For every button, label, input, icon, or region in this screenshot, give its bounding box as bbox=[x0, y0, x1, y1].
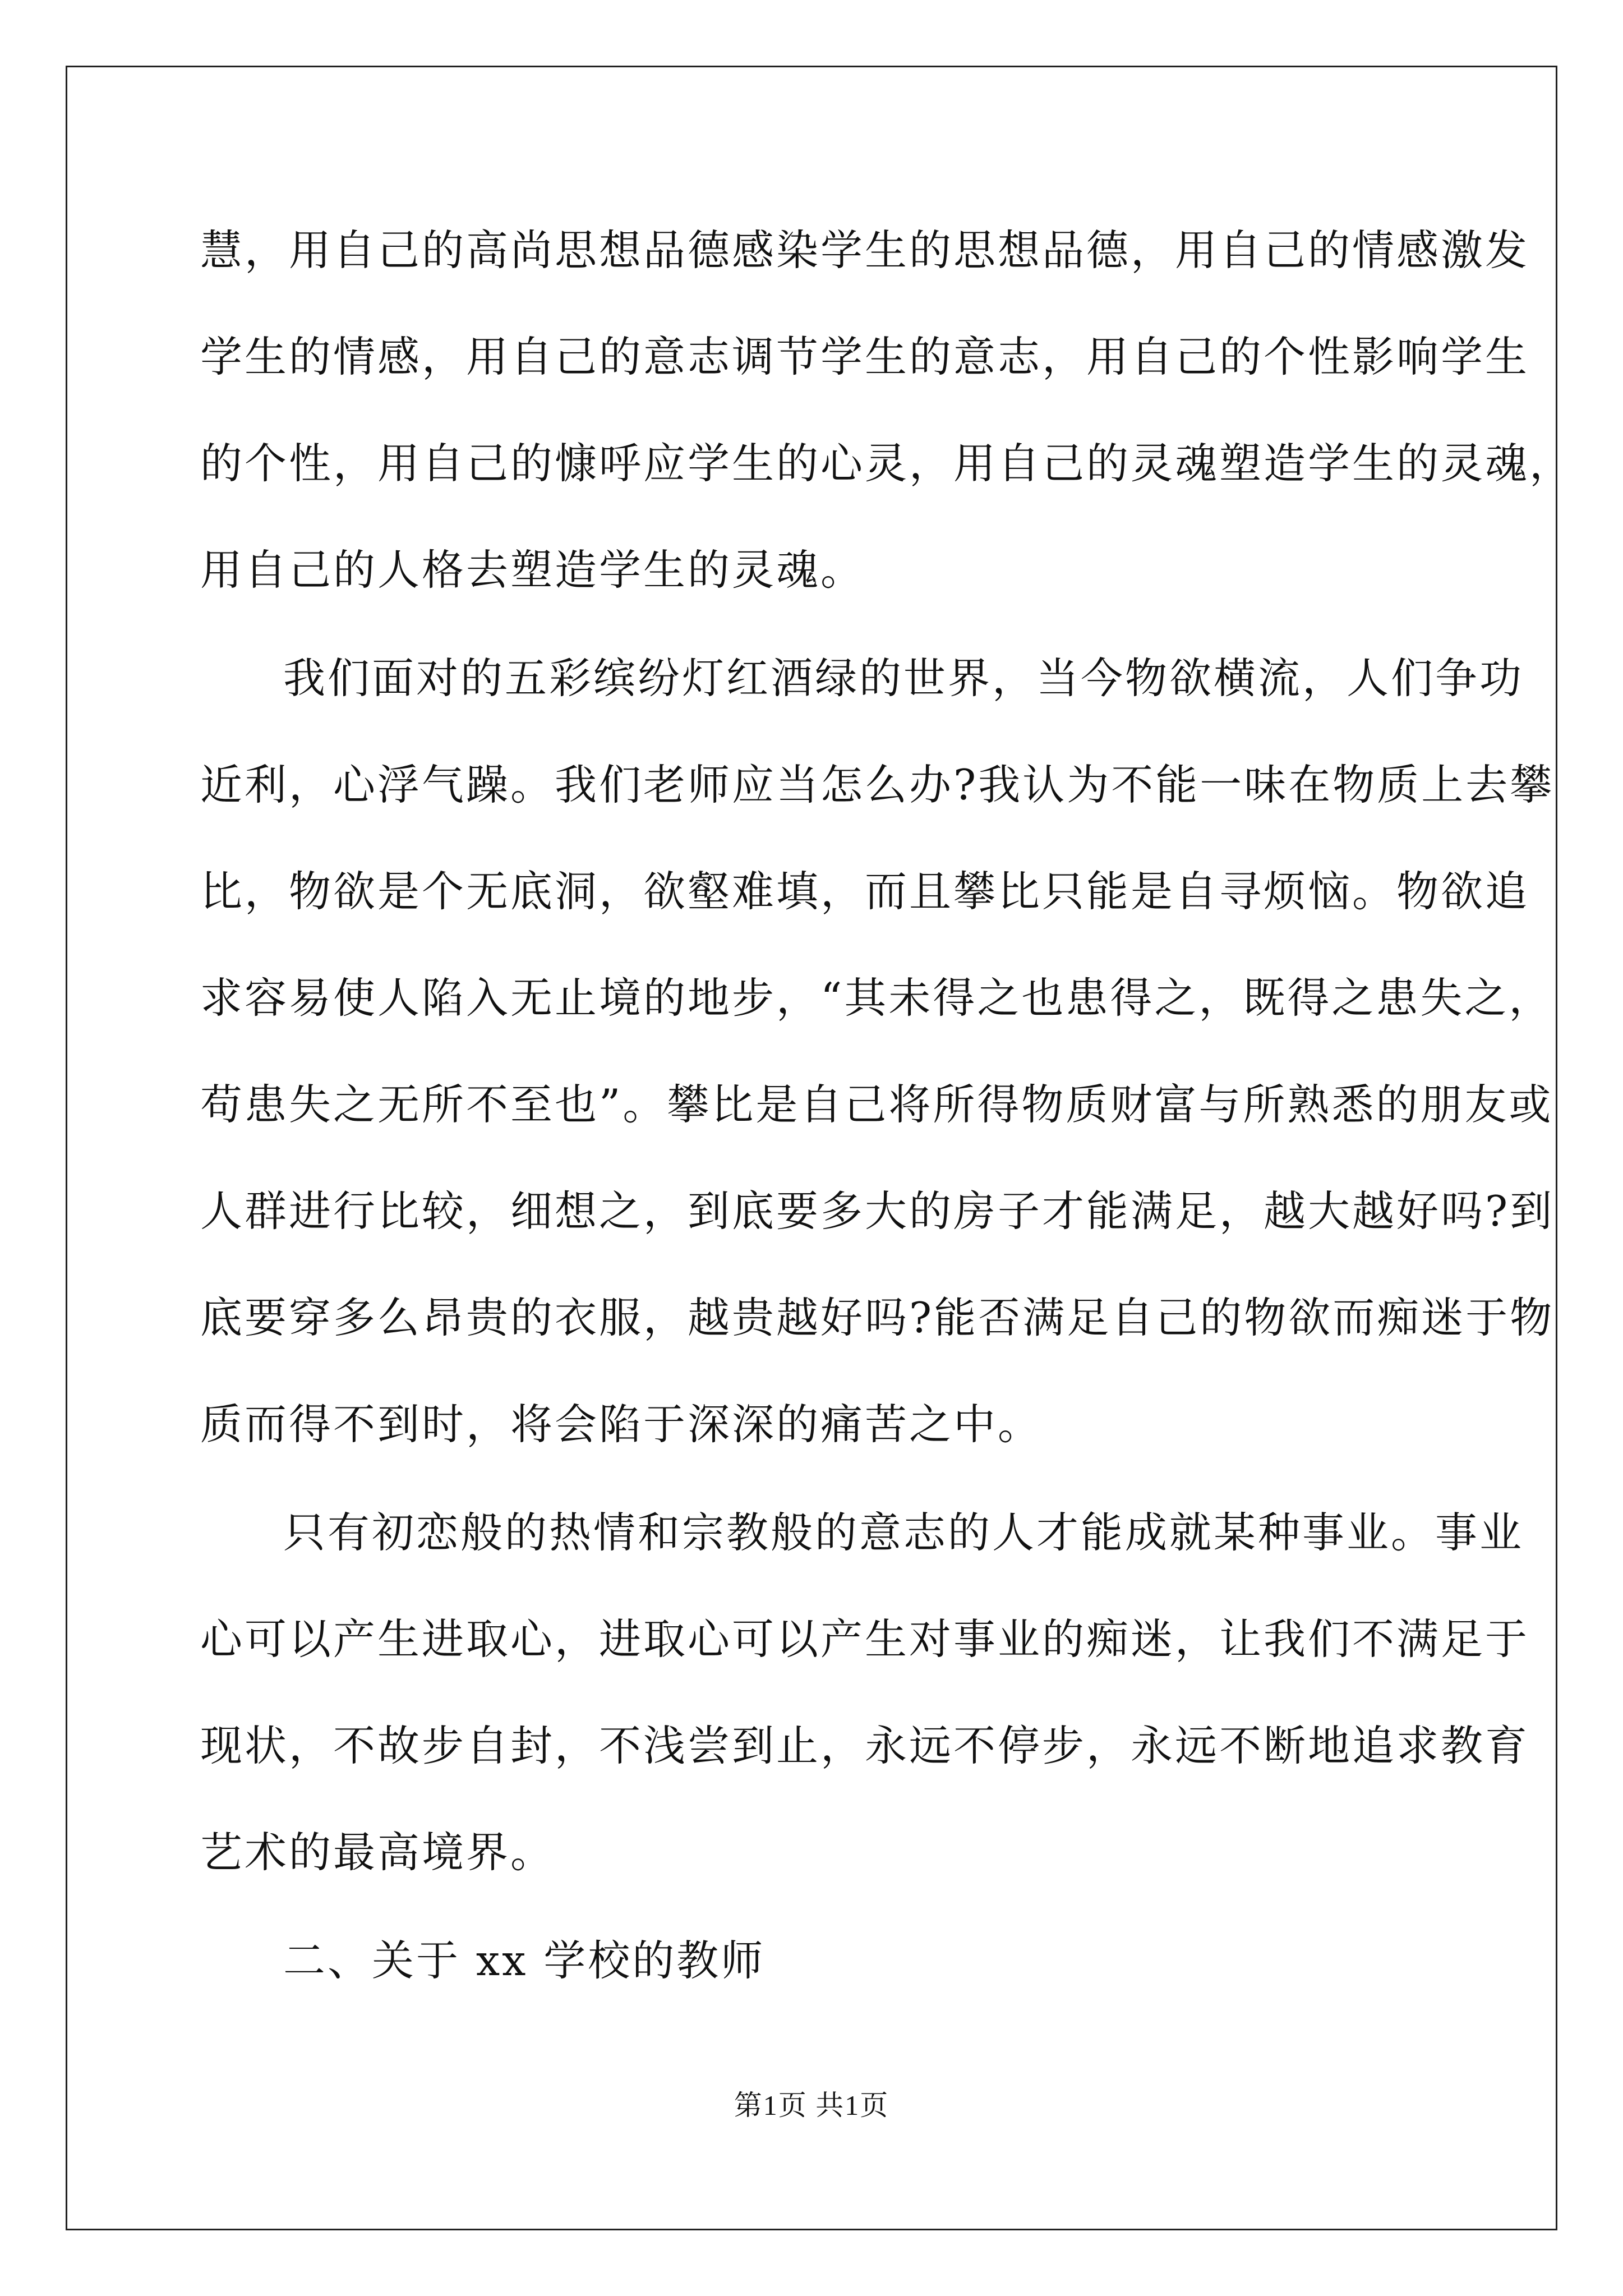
body-line: 心可以产生进取心，进取心可以产生对事业的痴迷，让我们不满足于 bbox=[200, 1614, 1530, 1664]
body-line: 我们面对的五彩缤纷灯红酒绿的世界，当今物欲横流，人们争功 bbox=[283, 654, 1524, 703]
section-heading: 二、关于 xx 学校的教师 bbox=[283, 1936, 766, 1985]
body-line: 比，物欲是个无底洞，欲壑难填，而且攀比只能是自寻烦恼。物欲追 bbox=[200, 867, 1530, 916]
page-footer: 第1页 共1页 bbox=[734, 2090, 889, 2121]
body-line: 人群进行比较，细想之，到底要多大的房子才能满足，越大越好吗?到 bbox=[200, 1186, 1555, 1236]
body-line: 近利，心浮气躁。我们老师应当怎么办?我认为不能一味在物质上去攀 bbox=[200, 760, 1555, 809]
body-line: 求容易使人陷入无止境的地步，“其未得之也患得之，既得之患失之， bbox=[200, 973, 1553, 1023]
body-line: 慧，用自己的高尚思想品德感染学生的思想品德，用自己的情感激发 bbox=[200, 226, 1530, 275]
body-line: 的个性，用自己的慷呼应学生的心灵，用自己的灵魂塑造学生的灵魂， bbox=[200, 439, 1574, 488]
body-line: 底要穿多么昂贵的衣服，越贵越好吗?能否满足自己的物欲而痴迷于物 bbox=[200, 1293, 1555, 1342]
body-line: 艺术的最高境界。 bbox=[200, 1828, 555, 1877]
body-line: 学生的情感，用自己的意志调节学生的意志，用自己的个性影响学生 bbox=[200, 332, 1530, 381]
body-line: 用自己的人格去塑造学生的灵魂。 bbox=[200, 545, 865, 595]
body-line: 现状，不故步自封，不浅尝到止，永远不停步，永远不断地追求教育 bbox=[200, 1721, 1530, 1770]
body-line: 只有初恋般的热情和宗教般的意志的人才能成就某种事业。事业 bbox=[283, 1508, 1524, 1557]
body-line: 苟患失之无所不至也”。攀比是自己将所得物质财富与所熟悉的朋友或 bbox=[200, 1080, 1553, 1129]
body-line: 质而得不到时，将会陷于深深的痛苦之中。 bbox=[200, 1400, 1043, 1449]
page-border bbox=[66, 66, 1557, 2230]
